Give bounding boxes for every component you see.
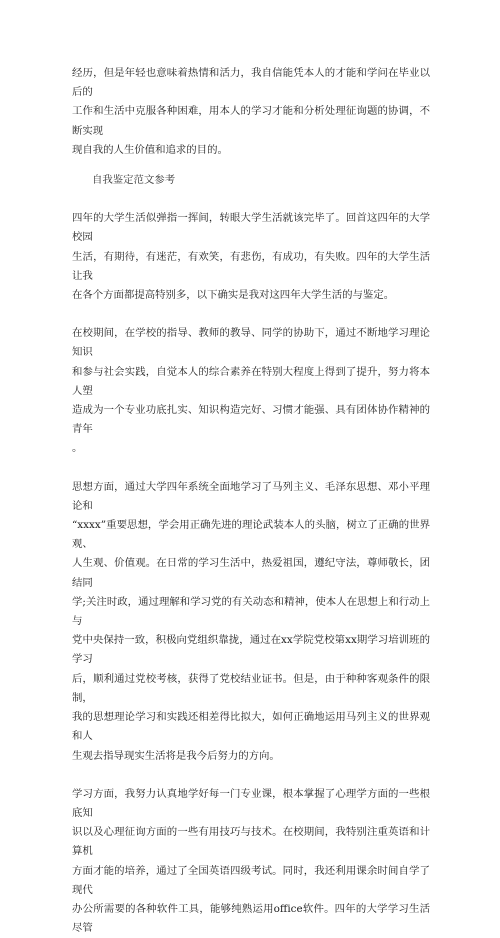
- spacer: [72, 160, 430, 171]
- spacer: [72, 766, 430, 785]
- spacer: [72, 305, 430, 324]
- paragraph-study: 学习方面，我努力认真地学好每一门专业课，根本掌握了心理学方面的一些根底知 识以及心理征询方面的一些有用技巧与技术。在校期间，我特别注重英语和计算机 方面才能的培养，通过了全国英语四级考试。同时，我还利用课余时间自学了现代 办公所需要的各种软件工具，能够纯熟运用office软件。四年的大学学习生活尽管: [72, 787, 430, 935]
- spacer: [72, 459, 430, 478]
- paragraph-school-period: 在校期间，在学校的指导、教师的教导、同学的协助下，通过不断地学习理论知识 和参与社会实践，自觉本人的综合素养在特别大程度上得到了提升，努力将本人塑 造成为一个专业功底扎实、知识构造完好、习惯才能强、具有团体协作精神的青年 。: [72, 327, 430, 455]
- paragraph-ideology: 思想方面，通过大学四年系统全面地学习了马列主义、毛泽东思想、邓小平理论和 “xxxx”重要思想，学会用正确先进的理论武装本人的头脑，树立了正确的世界观、 人生观、价值观。在日常的学习生活中，热爱祖国，遵纪守法，尊师敬长，团结同 学;关注时政，通过理解和学习党的有关动态和精神，使本人在思想上和行动上与 党中央保持一致，积极向党组织靠拢，通过在xx学院党校第xx期学习培训班的学习 后，顺利通过党校考核，获得了党校结业证书。但是，由于种种客观条件的限制， 我的思想理论学习和实践还相差得比拟大，如何正确地运用马列主义的世界观和人 生观去指导现实生活将是我今后努力的方向。: [72, 480, 430, 762]
- document-page: [72, 64, 430, 938]
- paragraph-intro: 经历，但是年轻也意味着热情和活力，我自信能凭本人的才能和学问在毕业以后的 工作和生活中克服各种困难，用本人的学习才能和分析处理征询题的协调，不断实现 现自我的人生价值和追求的目的。: [72, 67, 430, 156]
- section-heading: 自我鉴定范文参考: [92, 174, 176, 187]
- paragraph-overview: 四年的大学生活似弹指一挥间，转眼大学生活就该完毕了。回首这四年的大学校园 生活，有期待，有迷茫，有欢笑，有悲伤，有成功，有失败。四年的大学生活让我 在各个方面都提高特别多，以下确实是我对这四年大学生活的与鉴定。: [72, 212, 430, 302]
- spacer: [72, 190, 430, 209]
